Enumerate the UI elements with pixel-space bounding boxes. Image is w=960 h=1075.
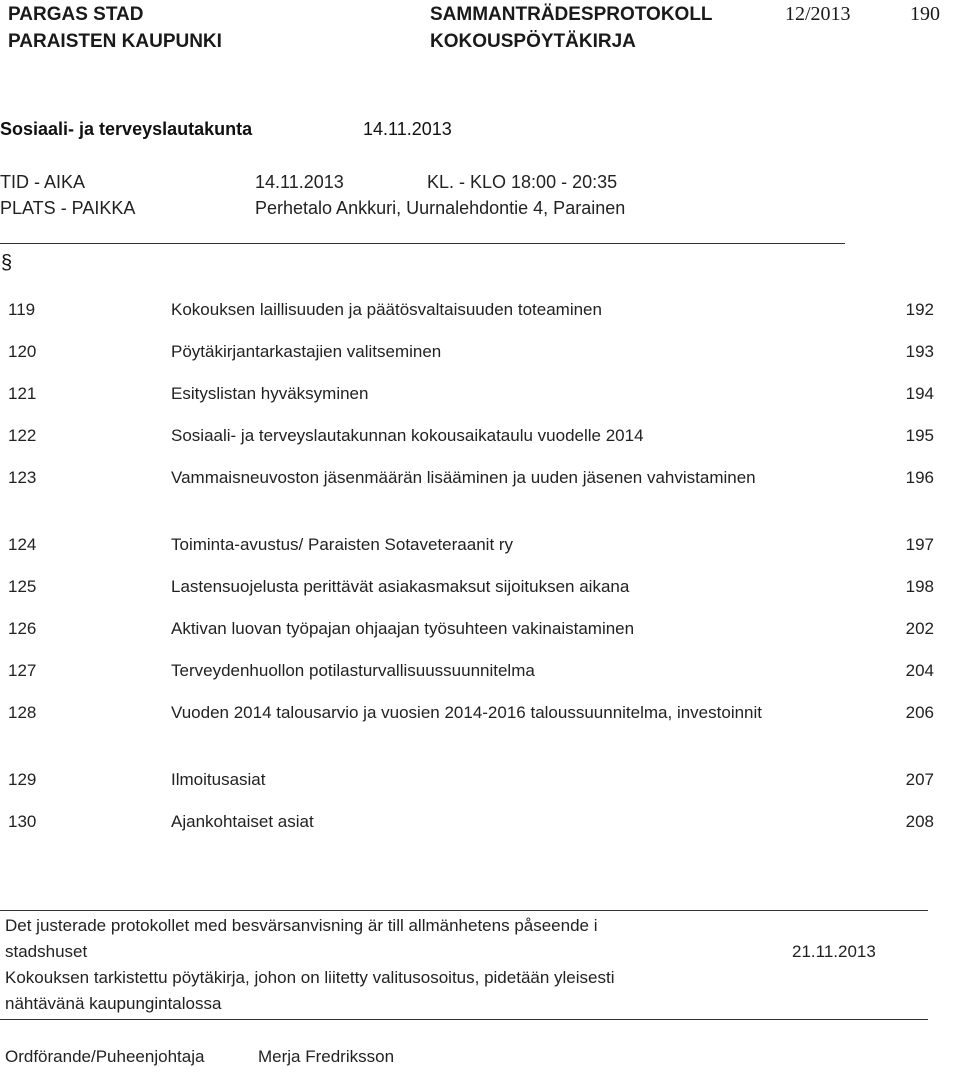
agenda-item-title: Toiminta-avustus/ Paraisten Sotaveteraanit ry [171,535,514,554]
agenda-item-number: 121 [8,384,37,403]
agenda-item-number: 129 [8,770,37,789]
agenda-item-number: 123 [8,468,37,487]
document-type-swedish: SAMMANTRÄDESPROTOKOLL [430,4,713,25]
meeting-date: 14.11.2013 [255,172,344,192]
agenda-item-title: Terveydenhuollon potilasturvallisuussuunnitelma [171,661,535,680]
agenda-item-page: 197 [905,535,934,554]
agenda-item-number: 120 [8,342,37,361]
agenda-item-title: Aktivan luovan työpajan ohjaajan työsuhteen vakinaistaminen [171,619,635,638]
chair-name: Merja Fredriksson [258,1047,395,1066]
document-type-finnish: KOKOUSPÖYTÄKIRJA [430,31,636,52]
meeting-place: Perhetalo Ankkuri, Uurnalehdontie 4, Parainen [255,198,626,218]
agenda-item-page: 204 [905,661,934,680]
notice-date: 21.11.2013 [792,942,876,961]
notice-finnish-line-2: nähtävänä kaupungintalossa [5,994,222,1013]
notice-swedish-line-1: Det justerade protokollet med besvärsanvisning är till allmänhetens påseende i [5,916,598,935]
agenda-item-title: Esityslistan hyväksyminen [171,384,369,403]
agenda-item-number: 122 [8,426,37,445]
agenda-item-number: 128 [8,703,37,722]
footer-bottom-divider [0,1019,928,1020]
section-symbol: § [1,252,13,274]
agenda-item-number: 125 [8,577,37,596]
agenda-item-page: 207 [905,770,934,789]
city-name-swedish: PARGAS STAD [8,4,144,25]
committee-date: 14.11.2013 [363,119,452,139]
agenda-item-number: 127 [8,661,37,680]
issue-number: 12/2013 [785,3,851,25]
agenda-item-number: 126 [8,619,37,638]
agenda-item-title: Vammaisneuvoston jäsenmäärän lisääminen ja uuden jäsenen vahvistaminen [171,468,756,487]
agenda-item-title: Vuoden 2014 talousarvio ja vuosien 2014-2016 taloussuunnitelma, investoinnit [171,703,762,722]
header-divider [0,243,845,244]
agenda-item-page: 202 [905,619,934,638]
committee-name: Sosiaali- ja terveyslautakunta [0,119,253,139]
place-label: PLATS - PAIKKA [0,198,136,218]
meeting-time: KL. - KLO 18:00 - 20:35 [427,172,618,192]
agenda-item-number: 130 [8,812,37,831]
agenda-item-page: 198 [905,577,934,596]
agenda-item-title: Kokouksen laillisuuden ja päätösvaltaisuuden toteaminen [171,300,602,319]
agenda-item-title: Sosiaali- ja terveyslautakunnan kokousaikataulu vuodelle 2014 [171,426,644,445]
notice-swedish-line-2: stadshuset [5,942,88,961]
agenda-item-page: 194 [905,384,934,403]
agenda-item-page: 196 [905,468,934,487]
agenda-item-page: 193 [905,342,934,361]
chair-label: Ordförande/Puheenjohtaja [5,1047,205,1066]
time-label: TID - AIKA [0,172,86,192]
agenda-item-page: 208 [905,812,934,831]
agenda-item-title: Ilmoitusasiat [171,770,266,789]
agenda-item-title: Pöytäkirjantarkastajien valitseminen [171,342,442,361]
city-name-finnish: PARAISTEN KAUPUNKI [8,31,222,52]
agenda-item-number: 119 [8,300,36,319]
agenda-item-number: 124 [8,535,37,554]
agenda-item-page: 206 [905,703,934,722]
agenda-item-page: 192 [905,300,934,319]
agenda-item-title: Lastensuojelusta perittävät asiakasmaksut sijoituksen aikana [171,577,630,596]
footer-top-divider [0,910,928,911]
agenda-item-title: Ajankohtaiset asiat [171,812,314,831]
notice-finnish-line-1: Kokouksen tarkistettu pöytäkirja, johon on liitetty valitusosoitus, pidetään yleisesti [5,968,615,987]
page-number: 190 [910,3,940,25]
agenda-item-page: 195 [905,426,934,445]
